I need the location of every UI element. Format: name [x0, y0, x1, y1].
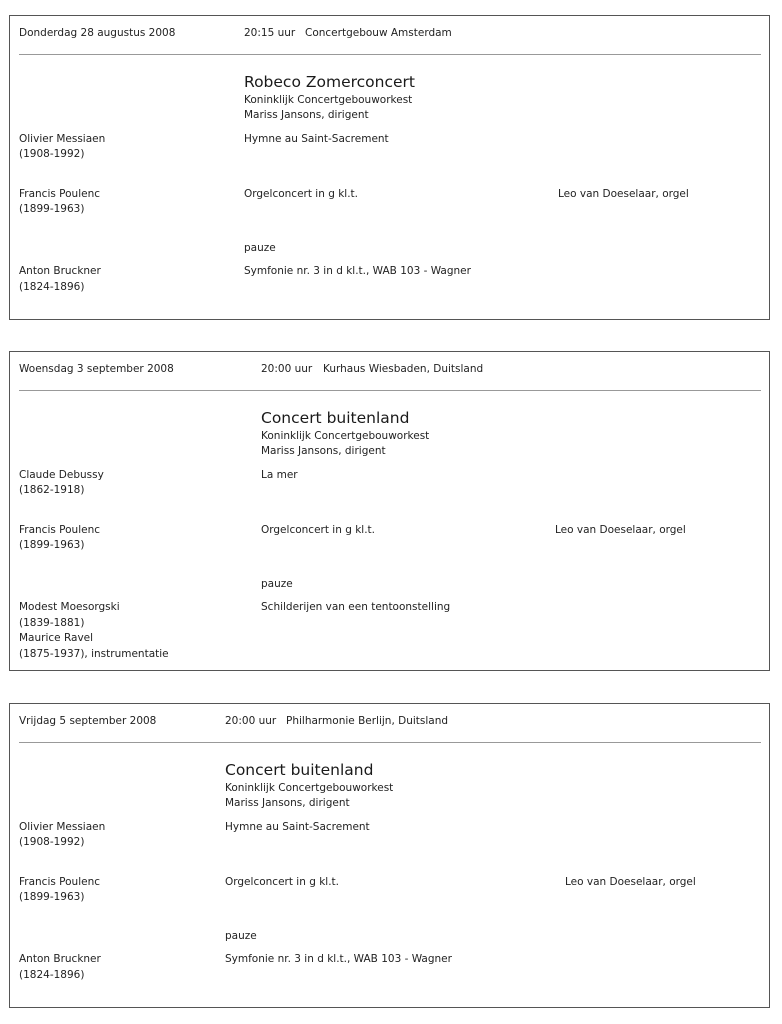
composer-years: (1824-1896) [19, 969, 85, 981]
composer-years: (1899-1963) [19, 539, 85, 551]
composer: Olivier Messiaen [19, 821, 106, 833]
concert-card [9, 351, 770, 671]
composer-years: (1862-1918) [19, 484, 85, 496]
pause-label: pauze [244, 242, 276, 254]
concert-venue: Concertgebouw Amsterdam [305, 27, 452, 39]
header-divider [19, 390, 761, 391]
composer: Anton Bruckner [19, 953, 101, 965]
composer: Modest Moesorgski [19, 601, 120, 613]
composer-years: (1839-1881) [19, 617, 85, 629]
composer: Francis Poulenc [19, 876, 101, 888]
concert-card [9, 15, 770, 320]
work-title: Hymne au Saint-Sacrement [244, 133, 389, 145]
concert-venue: Philharmonie Berlijn, Duitsland [286, 715, 449, 727]
composer-years: (1824-1896) [19, 281, 85, 293]
concert-card [9, 703, 770, 1008]
work-title: Schilderijen van een tentoonstelling [261, 601, 451, 613]
concert-venue: Kurhaus Wiesbaden, Duitsland [323, 363, 484, 375]
soloist: Leo van Doeselaar, orgel [565, 876, 696, 888]
work-title: Symfonie nr. 3 in d kl.t., WAB 103 - Wagner [225, 953, 452, 965]
pause-label: pauze [225, 930, 257, 942]
composer-secondary-years: (1875-1937), instrumentatie [19, 648, 169, 660]
composer-years: (1908-1992) [19, 148, 85, 160]
concert-title: Concert buitenland [261, 409, 410, 427]
composer-years: (1899-1963) [19, 203, 85, 215]
concert-time: 20:00 uur [261, 363, 313, 375]
orchestra: Koninklijk Concertgebouworkest [261, 430, 430, 442]
orchestra: Koninklijk Concertgebouworkest [225, 782, 394, 794]
pause-label: pauze [261, 578, 293, 590]
header-divider [19, 742, 761, 743]
work-title: Orgelconcert in g kl.t. [244, 188, 358, 200]
composer: Olivier Messiaen [19, 133, 106, 145]
concert-date: Vrijdag 5 september 2008 [19, 715, 157, 727]
work-title: Orgelconcert in g kl.t. [225, 876, 339, 888]
work-title: Symfonie nr. 3 in d kl.t., WAB 103 - Wagner [244, 265, 471, 277]
concert-time: 20:15 uur [244, 27, 296, 39]
work-title: Orgelconcert in g kl.t. [261, 524, 375, 536]
concert-title: Robeco Zomerconcert [244, 73, 415, 91]
work-title: Hymne au Saint-Sacrement [225, 821, 370, 833]
soloist: Leo van Doeselaar, orgel [558, 188, 689, 200]
conductor: Mariss Jansons, dirigent [244, 109, 369, 121]
concert-time: 20:00 uur [225, 715, 277, 727]
header-divider [19, 54, 761, 55]
concert-date: Woensdag 3 september 2008 [19, 363, 174, 375]
composer-years: (1899-1963) [19, 891, 85, 903]
work-title: La mer [261, 469, 298, 481]
composer: Francis Poulenc [19, 188, 101, 200]
soloist: Leo van Doeselaar, orgel [555, 524, 686, 536]
concert-title: Concert buitenland [225, 761, 374, 779]
conductor: Mariss Jansons, dirigent [225, 797, 350, 809]
concert-date: Donderdag 28 augustus 2008 [19, 27, 176, 39]
composer: Anton Bruckner [19, 265, 101, 277]
composer: Francis Poulenc [19, 524, 101, 536]
orchestra: Koninklijk Concertgebouworkest [244, 94, 413, 106]
composer-secondary: Maurice Ravel [19, 632, 94, 644]
composer: Claude Debussy [19, 469, 104, 481]
composer-years: (1908-1992) [19, 836, 85, 848]
conductor: Mariss Jansons, dirigent [261, 445, 386, 457]
